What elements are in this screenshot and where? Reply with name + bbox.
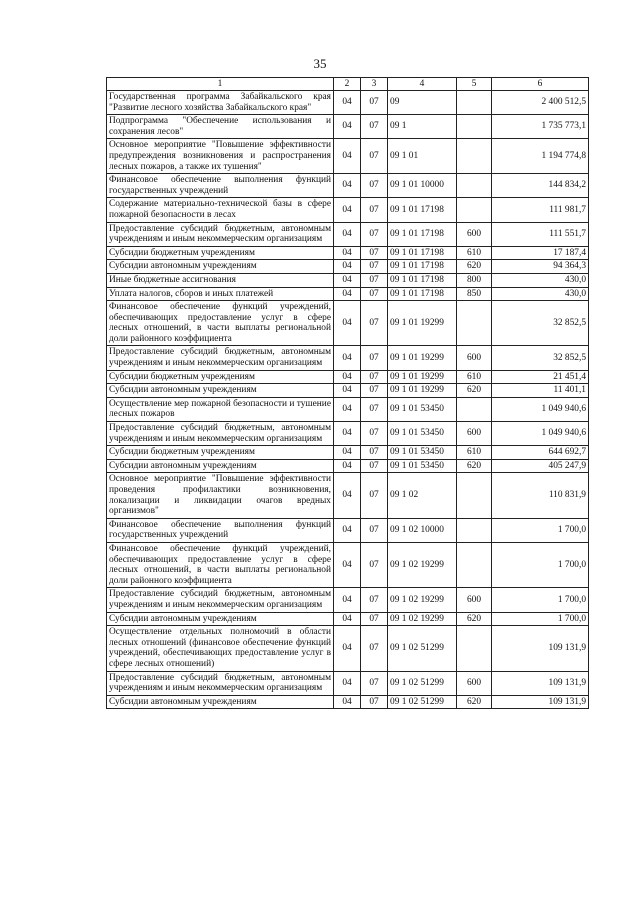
cell-subsection: 07 — [361, 222, 388, 246]
cell-amount: 111 551,7 — [492, 222, 589, 246]
cell-name: Основное мероприятие "Повышение эффективности предупреждения возникновения и распространения лесных пожаров, а также их тушения" — [107, 139, 334, 174]
cell-section: 04 — [334, 542, 361, 587]
cell-section: 04 — [334, 671, 361, 695]
table-row — [107, 695, 589, 709]
cell-section: 04 — [334, 473, 361, 518]
table-row — [107, 91, 589, 115]
cell-subsection: 07 — [361, 174, 388, 198]
cell-expense-type — [457, 518, 492, 542]
cell-expense-type: 600 — [457, 222, 492, 246]
cell-amount: 21 451,4 — [492, 370, 589, 384]
cell-expense-type: 800 — [457, 273, 492, 287]
cell-target-article: 09 1 01 17198 — [388, 246, 457, 260]
cell-section: 04 — [334, 588, 361, 612]
cell-subsection: 07 — [361, 518, 388, 542]
table-row — [107, 222, 589, 246]
cell-amount: 111 981,7 — [492, 198, 589, 222]
cell-target-article: 09 1 01 53450 — [388, 397, 457, 421]
cell-target-article: 09 1 02 19299 — [388, 542, 457, 587]
cell-name: Осуществление мер пожарной безопасности и тушение лесных пожаров — [107, 397, 334, 421]
cell-subsection: 07 — [361, 695, 388, 709]
cell-amount: 109 131,9 — [492, 695, 589, 709]
cell-expense-type: 620 — [457, 695, 492, 709]
cell-expense-type: 620 — [457, 260, 492, 274]
cell-subsection: 07 — [361, 115, 388, 139]
cell-target-article: 09 1 01 19299 — [388, 370, 457, 384]
cell-expense-type: 600 — [457, 422, 492, 446]
cell-name: Финансовое обеспечение функций учреждений, обеспечивающих предоставление услуг в сфере лесных отношений, в части выплаты региональной доли районного коэффициента — [107, 301, 334, 346]
cell-name: Предоставление субсидий бюджетным, автономным учреждениям и иным некоммерческим организациям — [107, 422, 334, 446]
cell-amount: 1 700,0 — [492, 588, 589, 612]
cell-subsection: 07 — [361, 198, 388, 222]
cell-target-article: 09 1 02 51299 — [388, 626, 457, 671]
cell-name: Финансовое обеспечение функций учреждений, обеспечивающих предоставление услуг в сфере лесных отношений, в части выплаты региональной доли районного коэффициента — [107, 542, 334, 587]
cell-expense-type — [457, 473, 492, 518]
cell-section: 04 — [334, 346, 361, 370]
cell-section: 04 — [334, 397, 361, 421]
column-header-expense-type: 5 — [457, 78, 492, 91]
cell-section: 04 — [334, 370, 361, 384]
table-row — [107, 518, 589, 542]
cell-expense-type: 610 — [457, 446, 492, 460]
cell-name: Осуществление отдельных полномочий в области лесных отношений (финансовое обеспечение функций учреждений, обеспечивающих предоставление услуг в сфере лесных отношений) — [107, 626, 334, 671]
cell-subsection: 07 — [361, 260, 388, 274]
cell-amount: 11 401,1 — [492, 384, 589, 398]
cell-target-article: 09 1 01 19299 — [388, 384, 457, 398]
cell-subsection: 07 — [361, 542, 388, 587]
cell-name: Субсидии автономным учреждениям — [107, 260, 334, 274]
cell-target-article: 09 1 01 17198 — [388, 260, 457, 274]
cell-name: Государственная программа Забайкальского края "Развитие лесного хозяйства Забайкальского края" — [107, 91, 334, 115]
cell-target-article: 09 1 01 17198 — [388, 222, 457, 246]
table-row — [107, 459, 589, 473]
cell-subsection: 07 — [361, 397, 388, 421]
cell-target-article: 09 1 — [388, 115, 457, 139]
table-row — [107, 370, 589, 384]
cell-name: Субсидии автономным учреждениям — [107, 459, 334, 473]
cell-subsection: 07 — [361, 301, 388, 346]
cell-expense-type — [457, 301, 492, 346]
cell-amount: 109 131,9 — [492, 626, 589, 671]
cell-amount: 430,0 — [492, 273, 589, 287]
cell-subsection: 07 — [361, 246, 388, 260]
cell-target-article: 09 1 01 17198 — [388, 287, 457, 301]
cell-section: 04 — [334, 626, 361, 671]
cell-name: Основное мероприятие "Повышение эффективности проведения профилактики возникновения, локализации и ликвидации очагов вредных организмов" — [107, 473, 334, 518]
cell-subsection: 07 — [361, 446, 388, 460]
cell-section: 04 — [334, 222, 361, 246]
cell-target-article: 09 1 01 17198 — [388, 273, 457, 287]
cell-name: Финансовое обеспечение выполнения функций государственных учреждений — [107, 518, 334, 542]
cell-name: Субсидии бюджетным учреждениям — [107, 246, 334, 260]
table-row — [107, 542, 589, 587]
table-row — [107, 346, 589, 370]
table-row — [107, 260, 589, 274]
cell-subsection: 07 — [361, 473, 388, 518]
cell-amount: 1 194 774,8 — [492, 139, 589, 174]
cell-amount: 405 247,9 — [492, 459, 589, 473]
cell-target-article: 09 1 01 53450 — [388, 422, 457, 446]
table-row — [107, 612, 589, 626]
cell-name: Субсидии бюджетным учреждениям — [107, 370, 334, 384]
cell-expense-type — [457, 542, 492, 587]
cell-expense-type: 610 — [457, 246, 492, 260]
table-row — [107, 174, 589, 198]
cell-section: 04 — [334, 91, 361, 115]
cell-expense-type — [457, 139, 492, 174]
cell-section: 04 — [334, 260, 361, 274]
cell-target-article: 09 1 01 53450 — [388, 459, 457, 473]
cell-section: 04 — [334, 198, 361, 222]
cell-amount: 1 700,0 — [492, 542, 589, 587]
cell-name: Содержание материально-технической базы в сфере пожарной безопасности в лесах — [107, 198, 334, 222]
cell-subsection: 07 — [361, 626, 388, 671]
table-row — [107, 588, 589, 612]
table-row — [107, 422, 589, 446]
cell-target-article: 09 1 02 19299 — [388, 612, 457, 626]
cell-amount: 2 400 512,5 — [492, 91, 589, 115]
cell-amount: 644 692,7 — [492, 446, 589, 460]
table-row — [107, 301, 589, 346]
cell-subsection: 07 — [361, 370, 388, 384]
cell-expense-type — [457, 397, 492, 421]
table-row — [107, 446, 589, 460]
table-row — [107, 139, 589, 174]
column-header-target-article: 4 — [388, 78, 457, 91]
table-row — [107, 273, 589, 287]
cell-amount: 17 187,4 — [492, 246, 589, 260]
table-row — [107, 384, 589, 398]
cell-expense-type — [457, 115, 492, 139]
cell-amount: 109 131,9 — [492, 671, 589, 695]
cell-section: 04 — [334, 695, 361, 709]
column-header-section: 2 — [334, 78, 361, 91]
cell-amount: 110 831,9 — [492, 473, 589, 518]
cell-expense-type — [457, 174, 492, 198]
cell-amount: 32 852,5 — [492, 301, 589, 346]
column-header-subsection: 3 — [361, 78, 388, 91]
cell-section: 04 — [334, 115, 361, 139]
cell-subsection: 07 — [361, 459, 388, 473]
cell-section: 04 — [334, 246, 361, 260]
cell-section: 04 — [334, 273, 361, 287]
cell-name: Подпрограмма "Обеспечение использования и сохранения лесов" — [107, 115, 334, 139]
cell-amount: 1 700,0 — [492, 518, 589, 542]
cell-target-article: 09 1 02 51299 — [388, 695, 457, 709]
cell-expense-type: 600 — [457, 346, 492, 370]
cell-amount: 1 049 940,6 — [492, 422, 589, 446]
cell-target-article: 09 1 02 19299 — [388, 588, 457, 612]
page-number: 35 — [313, 56, 327, 71]
cell-section: 04 — [334, 301, 361, 346]
cell-name: Субсидии автономным учреждениям — [107, 384, 334, 398]
cell-name: Предоставление субсидий бюджетным, автономным учреждениям и иным некоммерческим организациям — [107, 222, 334, 246]
cell-amount: 94 364,3 — [492, 260, 589, 274]
cell-name: Уплата налогов, сборов и иных платежей — [107, 287, 334, 301]
cell-name: Субсидии автономным учреждениям — [107, 695, 334, 709]
table-row — [107, 626, 589, 671]
cell-expense-type: 850 — [457, 287, 492, 301]
cell-target-article: 09 1 02 — [388, 473, 457, 518]
cell-target-article: 09 1 02 10000 — [388, 518, 457, 542]
cell-name: Финансовое обеспечение выполнения функций государственных учреждений — [107, 174, 334, 198]
cell-name: Предоставление субсидий бюджетным, автономным учреждениям и иным некоммерческим организациям — [107, 671, 334, 695]
cell-target-article: 09 1 02 51299 — [388, 671, 457, 695]
cell-section: 04 — [334, 384, 361, 398]
cell-expense-type: 620 — [457, 384, 492, 398]
table-row — [107, 671, 589, 695]
cell-expense-type: 620 — [457, 612, 492, 626]
cell-target-article: 09 1 01 53450 — [388, 446, 457, 460]
cell-subsection: 07 — [361, 346, 388, 370]
cell-expense-type: 600 — [457, 588, 492, 612]
table-row — [107, 287, 589, 301]
cell-name: Иные бюджетные ассигнования — [107, 273, 334, 287]
cell-subsection: 07 — [361, 588, 388, 612]
cell-section: 04 — [334, 422, 361, 446]
cell-subsection: 07 — [361, 671, 388, 695]
cell-name: Субсидии автономным учреждениям — [107, 612, 334, 626]
cell-amount: 1 700,0 — [492, 612, 589, 626]
cell-section: 04 — [334, 174, 361, 198]
cell-target-article: 09 1 01 17198 — [388, 198, 457, 222]
cell-subsection: 07 — [361, 612, 388, 626]
cell-section: 04 — [334, 459, 361, 473]
cell-expense-type: 600 — [457, 671, 492, 695]
cell-expense-type — [457, 91, 492, 115]
table-row — [107, 473, 589, 518]
table-header-row — [107, 78, 589, 91]
cell-target-article: 09 1 01 19299 — [388, 301, 457, 346]
table-row — [107, 198, 589, 222]
cell-section: 04 — [334, 612, 361, 626]
table-row — [107, 115, 589, 139]
cell-amount: 32 852,5 — [492, 346, 589, 370]
table-row — [107, 246, 589, 260]
cell-section: 04 — [334, 139, 361, 174]
cell-expense-type — [457, 198, 492, 222]
cell-expense-type: 620 — [457, 459, 492, 473]
cell-section: 04 — [334, 518, 361, 542]
cell-name: Субсидии бюджетным учреждениям — [107, 446, 334, 460]
cell-name: Предоставление субсидий бюджетным, автономным учреждениям и иным некоммерческим организациям — [107, 588, 334, 612]
cell-expense-type — [457, 626, 492, 671]
cell-subsection: 07 — [361, 422, 388, 446]
cell-section: 04 — [334, 446, 361, 460]
table-row — [107, 397, 589, 421]
cell-amount: 430,0 — [492, 287, 589, 301]
cell-name: Предоставление субсидий бюджетным, автономным учреждениям и иным некоммерческим организациям — [107, 346, 334, 370]
cell-amount: 1 049 940,6 — [492, 397, 589, 421]
cell-target-article: 09 1 01 19299 — [388, 346, 457, 370]
cell-subsection: 07 — [361, 384, 388, 398]
cell-target-article: 09 1 01 — [388, 139, 457, 174]
cell-subsection: 07 — [361, 273, 388, 287]
cell-amount: 1 735 773,1 — [492, 115, 589, 139]
cell-target-article: 09 1 01 10000 — [388, 174, 457, 198]
budget-table — [106, 77, 589, 709]
column-header-name: 1 — [107, 78, 334, 91]
cell-section: 04 — [334, 287, 361, 301]
cell-subsection: 07 — [361, 287, 388, 301]
cell-expense-type: 610 — [457, 370, 492, 384]
cell-target-article: 09 — [388, 91, 457, 115]
table-body — [107, 91, 589, 709]
cell-subsection: 07 — [361, 91, 388, 115]
cell-amount: 144 834,2 — [492, 174, 589, 198]
cell-subsection: 07 — [361, 139, 388, 174]
column-header-amount: 6 — [492, 78, 589, 91]
